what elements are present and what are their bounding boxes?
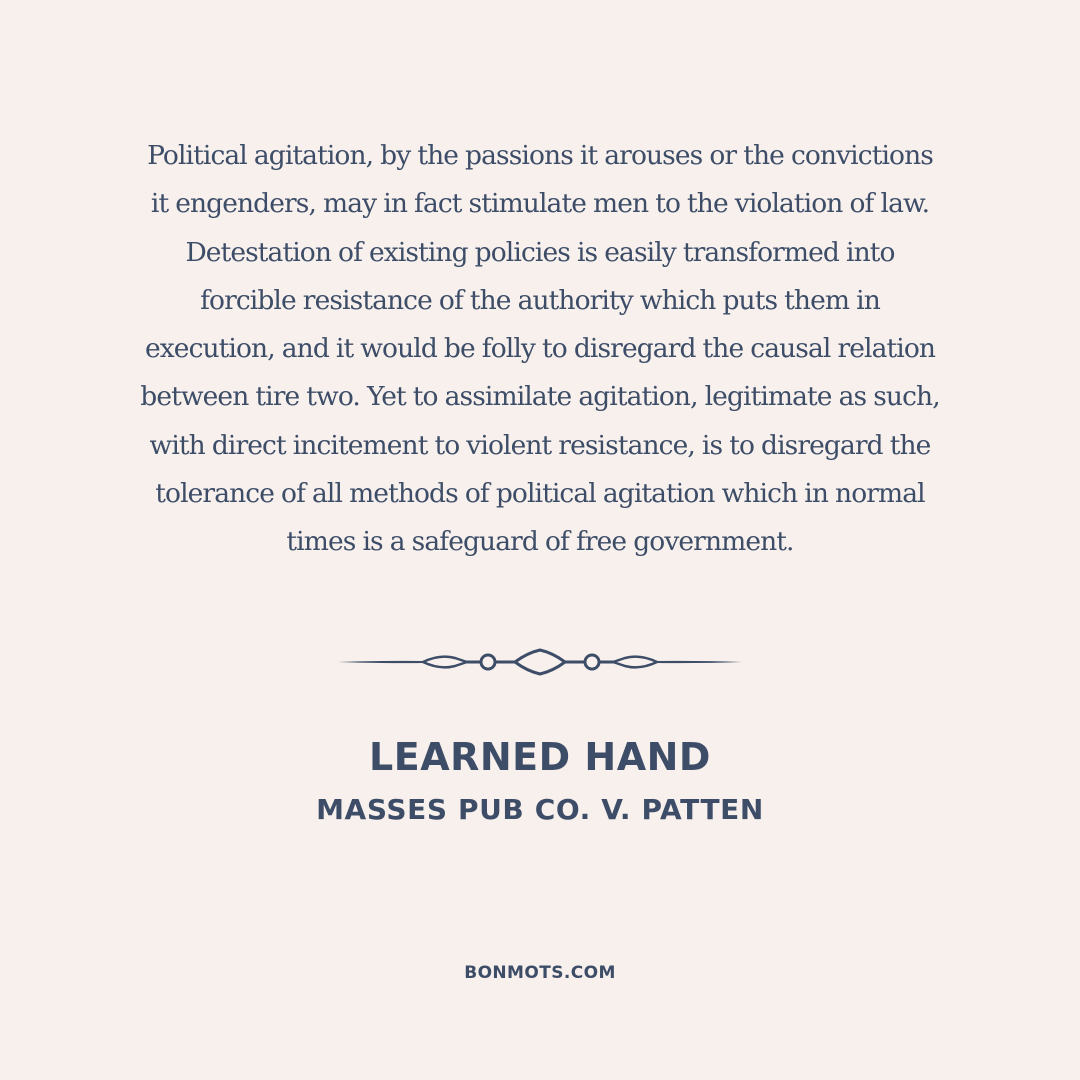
quote-line: forcible resistance of the authority which puts them in bbox=[200, 284, 880, 316]
quote-line: with direct incitement to violent resistance, is to disregard the bbox=[149, 429, 931, 461]
ornamental-divider-icon bbox=[335, 644, 745, 680]
quote-source: MASSES PUB CO. V. PATTEN bbox=[316, 793, 764, 826]
author-name: LEARNED HAND bbox=[369, 735, 711, 779]
quote-line: it engenders, may in fact stimulate men to the violation of law. bbox=[150, 188, 930, 220]
quote-line: tolerance of all methods of political agitation which in normal bbox=[155, 478, 925, 510]
quote-line: execution, and it would be folly to disregard the causal relation bbox=[144, 333, 936, 365]
quote-line: Political agitation, by the passions it arouses or the convictions bbox=[147, 140, 933, 171]
site-link[interactable]: BONMOTS.COM bbox=[464, 963, 616, 983]
quote-line: between tire two. Yet to assimilate agitation, legitimate as such, bbox=[140, 381, 940, 413]
quote-text bbox=[100, 132, 980, 567]
quote-line: times is a safeguard of free government. bbox=[286, 526, 794, 558]
quote-line: Detestation of existing policies is easily transformed into bbox=[185, 236, 895, 268]
